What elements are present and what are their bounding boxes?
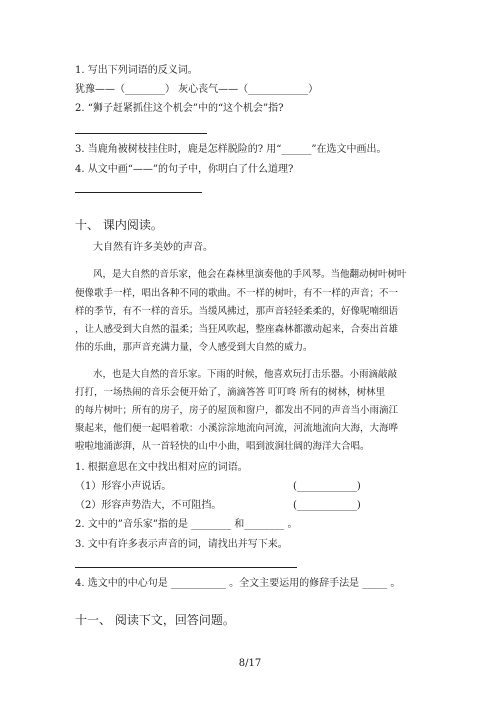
passage-line: 的每片树叶；所有的房子，房子的屋顶和窗户，都发出不同的声音当小雨滴江 <box>75 405 399 416</box>
passage-line: 聚起来，他们便一起唱着歌：小溪淙淙地流向河流，河流地流向大海，大海哗 <box>75 423 399 434</box>
answer-blank: (____________) <box>293 481 361 492</box>
question-3: 3. 文中有许多表示声音的词，请找出并写下来。 <box>75 539 288 550</box>
question-1: 1. 根据意思在文中找出相对应的词语。 <box>75 462 248 473</box>
passage-intro: 大自然有许多美妙的声音。 <box>93 242 213 253</box>
question-1a: （1）形容小声说话。 <box>75 481 172 492</box>
question-4: 4. 选文中的中心句是 ___________ 。全文主要运用的修辞手法是 _____ 。 <box>75 578 401 589</box>
page-number: 8/17 <box>238 658 262 669</box>
passage-line: 啦啦地涌澎湃，从一首轻快的山中小曲，唱到波涧壮阔的海洋大合唱。 <box>75 441 370 452</box>
section-heading: 十一、 阅读下文，回答问题。 <box>75 613 235 627</box>
question-2: 2. 文中的”音乐家”指的是 ________ 和________ 。 <box>75 519 298 530</box>
answer-line <box>75 567 297 568</box>
question-1: 1. 写出下列词语的反义词。 <box>75 65 198 76</box>
question-4: 4. 从文中画“——”的句子中，你明白了什么道理? <box>75 164 294 175</box>
passage-line: 样的季节，有不一样的音乐。当缓风拂过，那声音轻轻柔柔的，好像呢喃细语 <box>75 306 399 317</box>
passage-line: 水，也是大自然的音乐家。下雨的时候，他喜欢玩打击乐器。小雨滴敲敲 <box>93 369 398 380</box>
question-3: 3. 当鹿角被树枝挂住时，鹿是怎样脱险的? 用“______”在选文中画出。 <box>75 144 387 155</box>
answer-line <box>75 192 202 193</box>
question-1-items: 犹豫——（________） 灰心丧气——（____________） <box>75 84 319 95</box>
passage-line: 打打，一场热闹的音乐会便开始了，滴滴答答 叮叮咚 所有的树林，树林里 <box>75 387 386 398</box>
question-1b: （2）形容声势浩大，不可阻挡。 <box>75 500 222 511</box>
passage-line: 便像歌手一样，唱出各种不同的歌曲。不一样的树叶，有不一样的声音；不一 <box>75 288 399 299</box>
answer-line <box>75 133 207 134</box>
section-heading: 十、 课内阅读。 <box>75 218 163 232</box>
passage-line: 伟的乐曲，那声音充满力量，令人感受到大自然的威力。 <box>75 342 313 353</box>
answer-blank: (____________) <box>293 500 361 511</box>
passage-line: ，让人感受到大自然的温柔；当狂风吹起，整座森林都激动起来，合奏出首雄 <box>75 324 399 335</box>
passage-line: 风，是大自然的音乐家，他会在森林里演奏他的手风琴。当他翻动树叶树叶 <box>93 269 407 280</box>
question-2: 2. “狮子赶紧抓住这个机会”中的“这个机会”指? <box>75 103 284 114</box>
